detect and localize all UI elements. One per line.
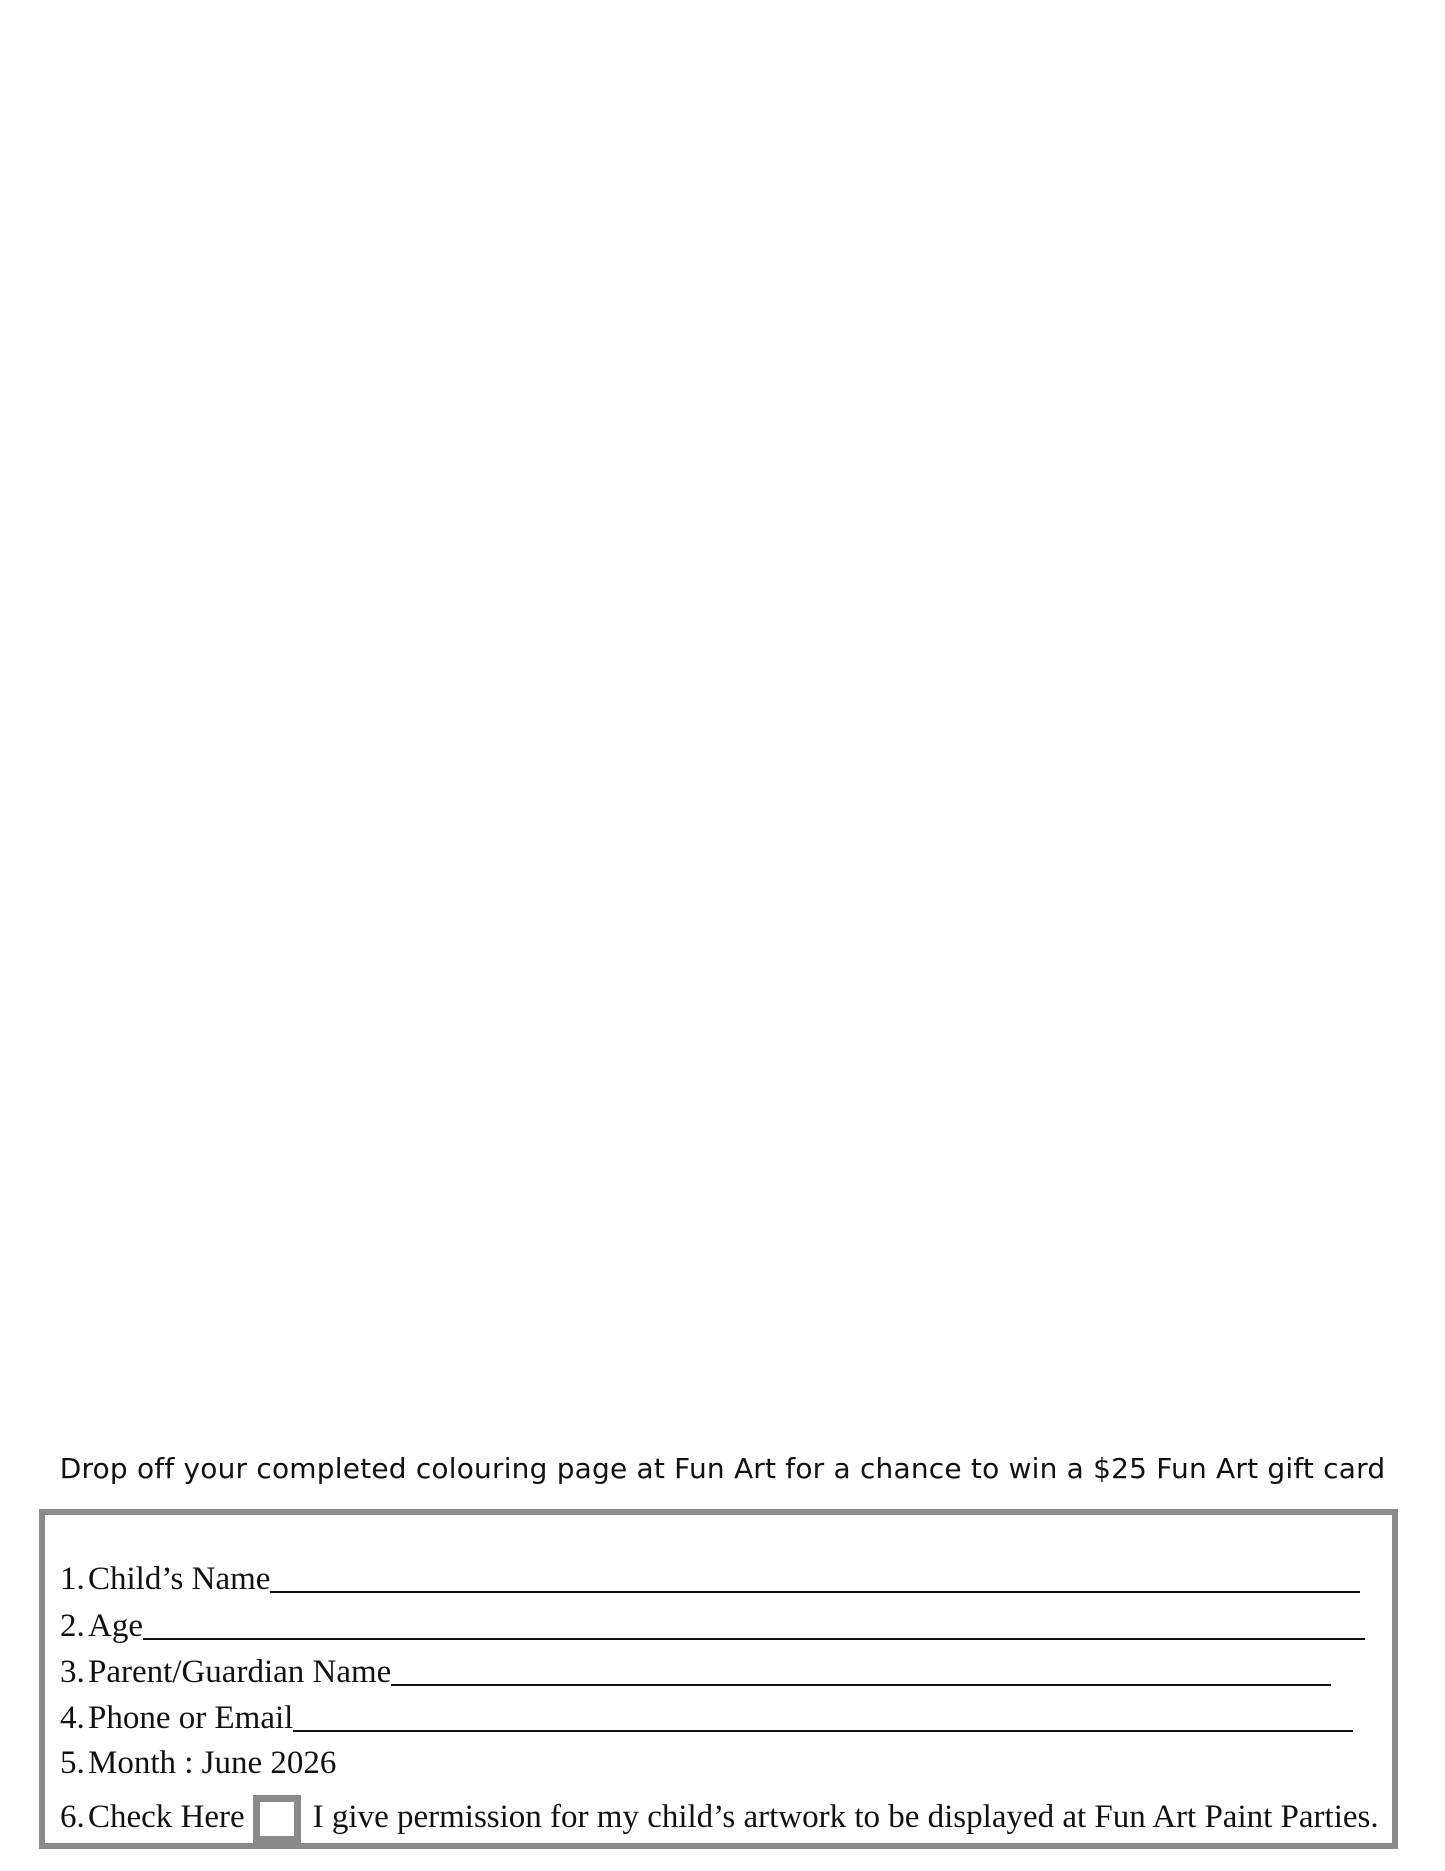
field-contact xyxy=(60,1698,1353,1738)
field-parent-name xyxy=(60,1652,1331,1692)
parent-name-line[interactable] xyxy=(391,1654,1331,1686)
field-label: Phone or Email xyxy=(88,1700,294,1736)
field-month xyxy=(60,1743,336,1783)
field-permission xyxy=(60,1789,1379,1837)
permission-checkbox[interactable] xyxy=(253,1795,301,1843)
field-number: 1. xyxy=(60,1561,85,1597)
field-age xyxy=(60,1606,1365,1646)
childs-name-line[interactable] xyxy=(270,1561,1360,1593)
field-number: 6. xyxy=(60,1799,85,1835)
contact-line[interactable] xyxy=(293,1700,1353,1732)
field-label: Month : June 2026 xyxy=(88,1745,337,1781)
field-label: Parent/Guardian Name xyxy=(88,1654,392,1690)
entry-form xyxy=(39,1509,1398,1849)
contest-headline: Drop off your completed colouring page at Fun Art for a chance to win a $25 Fun Art gift card xyxy=(59,1452,1386,1485)
field-childs-name xyxy=(60,1559,1360,1599)
field-label: Check Here xyxy=(88,1799,245,1835)
field-number: 3. xyxy=(60,1654,85,1690)
permission-text: I give permission for my child’s artwork to be displayed at Fun Art Paint Parties. xyxy=(312,1799,1379,1835)
field-label: Age xyxy=(88,1608,143,1644)
age-line[interactable] xyxy=(143,1608,1365,1640)
field-number: 2. xyxy=(60,1608,85,1644)
field-number: 5. xyxy=(60,1745,85,1781)
field-label: Child’s Name xyxy=(88,1561,271,1597)
field-number: 4. xyxy=(60,1700,85,1736)
